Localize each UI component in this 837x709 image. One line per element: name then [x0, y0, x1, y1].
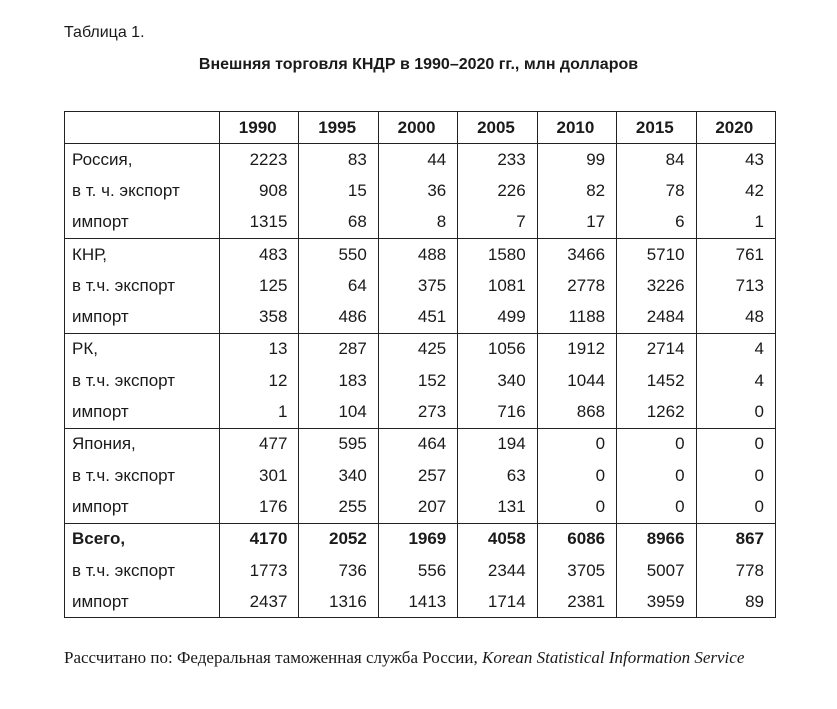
year-header: 1995 — [299, 112, 378, 144]
value-cell: 273 — [378, 396, 457, 428]
value-cell: 42 — [696, 175, 775, 206]
header-row — [65, 112, 776, 144]
value-cell: 761 — [696, 238, 775, 270]
value-cell: 15 — [299, 175, 378, 206]
value-cell: 63 — [458, 460, 537, 491]
value-cell: 716 — [458, 396, 537, 428]
value-cell: 2714 — [617, 333, 696, 365]
value-cell: 0 — [617, 491, 696, 523]
value-cell: 1969 — [378, 523, 457, 555]
value-cell: 908 — [220, 175, 299, 206]
value-cell: 226 — [458, 175, 537, 206]
year-header: 2000 — [378, 112, 457, 144]
value-cell: 868 — [537, 396, 616, 428]
value-cell: 1056 — [458, 333, 537, 365]
value-cell: 6086 — [537, 523, 616, 555]
value-cell: 3466 — [537, 238, 616, 270]
value-cell: 78 — [617, 175, 696, 206]
value-cell: 1773 — [220, 555, 299, 586]
value-cell: 1452 — [617, 365, 696, 396]
value-cell: 131 — [458, 491, 537, 523]
value-cell: 0 — [696, 491, 775, 523]
row-label: в т.ч. экспорт — [65, 555, 220, 586]
value-cell: 0 — [537, 428, 616, 460]
value-cell: 425 — [378, 333, 457, 365]
value-cell: 4170 — [220, 523, 299, 555]
value-cell: 2344 — [458, 555, 537, 586]
table-row — [65, 555, 776, 586]
value-cell: 4058 — [458, 523, 537, 555]
row-label: в т.ч. экспорт — [65, 270, 220, 301]
year-header: 2005 — [458, 112, 537, 144]
value-cell: 13 — [220, 333, 299, 365]
table-group — [65, 428, 776, 523]
value-cell: 595 — [299, 428, 378, 460]
table-title: Внешняя торговля КНДР в 1990–2020 гг., млн долларов — [198, 56, 639, 73]
value-cell: 778 — [696, 555, 775, 586]
row-label: в т.ч. экспорт — [65, 460, 220, 491]
value-cell: 340 — [299, 460, 378, 491]
value-cell: 125 — [220, 270, 299, 301]
value-cell: 0 — [617, 428, 696, 460]
value-cell: 1262 — [617, 396, 696, 428]
value-cell: 89 — [696, 586, 775, 618]
source-prefix: Рассчитано по: Федеральная таможенная служба России, — [64, 648, 482, 667]
value-cell: 2484 — [617, 301, 696, 333]
table-group — [65, 333, 776, 428]
value-cell: 83 — [299, 144, 378, 176]
value-cell: 207 — [378, 491, 457, 523]
value-cell: 8 — [378, 207, 457, 239]
table-row — [65, 333, 776, 365]
value-cell: 1580 — [458, 238, 537, 270]
value-cell: 375 — [378, 270, 457, 301]
value-cell: 8966 — [617, 523, 696, 555]
value-cell: 499 — [458, 301, 537, 333]
table-row — [65, 270, 776, 301]
value-cell: 0 — [617, 460, 696, 491]
value-cell: 301 — [220, 460, 299, 491]
value-cell: 736 — [299, 555, 378, 586]
value-cell: 1081 — [458, 270, 537, 301]
value-cell: 0 — [696, 460, 775, 491]
value-cell: 17 — [537, 207, 616, 239]
value-cell: 257 — [378, 460, 457, 491]
value-cell: 486 — [299, 301, 378, 333]
table-row — [65, 586, 776, 618]
value-cell: 550 — [299, 238, 378, 270]
value-cell: 3226 — [617, 270, 696, 301]
row-label: импорт — [65, 207, 220, 239]
row-label: импорт — [65, 491, 220, 523]
table-row — [65, 396, 776, 428]
value-cell: 233 — [458, 144, 537, 176]
value-cell: 183 — [299, 365, 378, 396]
table-row — [65, 523, 776, 555]
value-cell: 2437 — [220, 586, 299, 618]
row-label: РК, — [65, 333, 220, 365]
value-cell: 464 — [378, 428, 457, 460]
value-cell: 176 — [220, 491, 299, 523]
value-cell: 713 — [696, 270, 775, 301]
value-cell: 255 — [299, 491, 378, 523]
value-cell: 12 — [220, 365, 299, 396]
row-label: импорт — [65, 586, 220, 618]
value-cell: 6 — [617, 207, 696, 239]
value-cell: 1044 — [537, 365, 616, 396]
row-label: импорт — [65, 301, 220, 333]
source-italic: Korean Statistical Information Service — [482, 648, 745, 667]
year-header: 1990 — [220, 112, 299, 144]
table-row — [65, 365, 776, 396]
value-cell: 0 — [696, 428, 775, 460]
value-cell: 68 — [299, 207, 378, 239]
value-cell: 5007 — [617, 555, 696, 586]
value-cell: 104 — [299, 396, 378, 428]
value-cell: 488 — [378, 238, 457, 270]
row-label: Япония, — [65, 428, 220, 460]
value-cell: 358 — [220, 301, 299, 333]
value-cell: 4 — [696, 365, 775, 396]
value-cell: 477 — [220, 428, 299, 460]
value-cell: 2223 — [220, 144, 299, 176]
value-cell: 1316 — [299, 586, 378, 618]
value-cell: 1 — [696, 207, 775, 239]
value-cell: 152 — [378, 365, 457, 396]
value-cell: 2052 — [299, 523, 378, 555]
value-cell: 0 — [537, 491, 616, 523]
value-cell: 5710 — [617, 238, 696, 270]
row-label: Россия, — [65, 144, 220, 176]
value-cell: 3959 — [617, 586, 696, 618]
source-note — [64, 646, 776, 669]
value-cell: 0 — [696, 396, 775, 428]
value-cell: 287 — [299, 333, 378, 365]
value-cell: 2778 — [537, 270, 616, 301]
row-label: импорт — [65, 396, 220, 428]
value-cell: 451 — [378, 301, 457, 333]
value-cell: 82 — [537, 175, 616, 206]
value-cell: 1912 — [537, 333, 616, 365]
value-cell: 7 — [458, 207, 537, 239]
table-row — [65, 207, 776, 239]
value-cell: 1315 — [220, 207, 299, 239]
value-cell: 483 — [220, 238, 299, 270]
value-cell: 867 — [696, 523, 775, 555]
table-group — [65, 523, 776, 618]
value-cell: 556 — [378, 555, 457, 586]
table-row — [65, 460, 776, 491]
value-cell: 2381 — [537, 586, 616, 618]
table-row — [65, 301, 776, 333]
value-cell: 99 — [537, 144, 616, 176]
value-cell: 194 — [458, 428, 537, 460]
value-cell: 1714 — [458, 586, 537, 618]
value-cell: 0 — [537, 460, 616, 491]
value-cell: 1 — [220, 396, 299, 428]
table-group — [65, 144, 776, 239]
header-corner — [65, 112, 220, 144]
value-cell: 44 — [378, 144, 457, 176]
value-cell: 84 — [617, 144, 696, 176]
table-row — [65, 428, 776, 460]
value-cell: 1413 — [378, 586, 457, 618]
row-label: в т. ч. экспорт — [65, 175, 220, 206]
trade-table — [64, 111, 776, 618]
value-cell: 48 — [696, 301, 775, 333]
table-row — [65, 238, 776, 270]
table-row — [65, 491, 776, 523]
year-header: 2015 — [617, 112, 696, 144]
table-group — [65, 238, 776, 333]
year-header: 2010 — [537, 112, 616, 144]
table-label: Таблица 1. — [64, 24, 145, 41]
row-label: в т.ч. экспорт — [65, 365, 220, 396]
table-row — [65, 175, 776, 206]
value-cell: 36 — [378, 175, 457, 206]
row-label: КНР, — [65, 238, 220, 270]
value-cell: 3705 — [537, 555, 616, 586]
year-header: 2020 — [696, 112, 775, 144]
value-cell: 64 — [299, 270, 378, 301]
value-cell: 43 — [696, 144, 775, 176]
value-cell: 1188 — [537, 301, 616, 333]
value-cell: 4 — [696, 333, 775, 365]
table-row — [65, 144, 776, 176]
value-cell: 340 — [458, 365, 537, 396]
row-label: Всего, — [65, 523, 220, 555]
